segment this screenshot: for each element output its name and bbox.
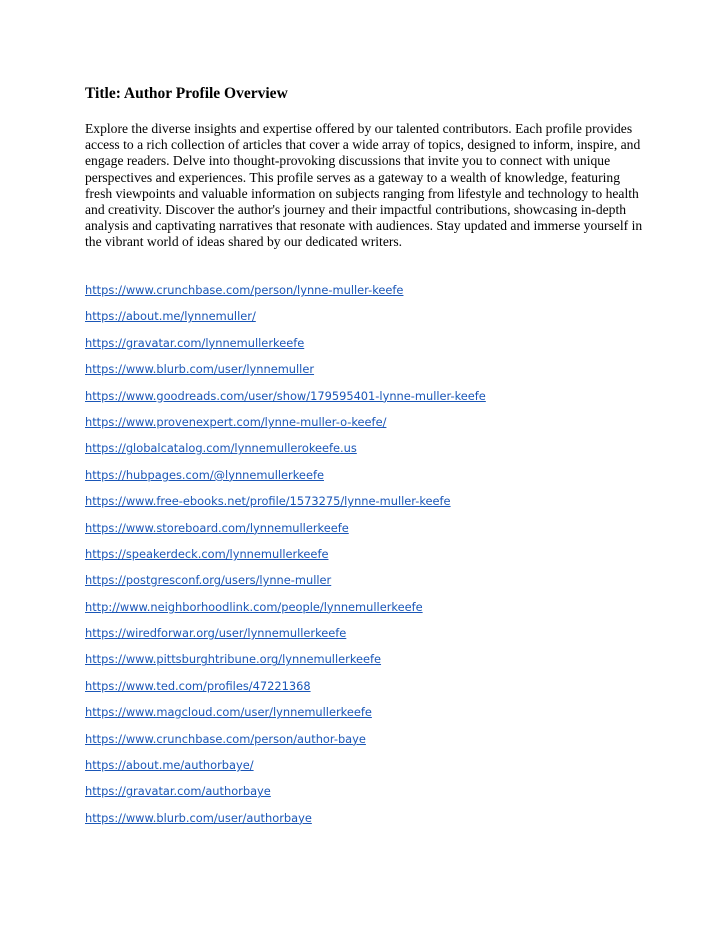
link-list-item — [85, 387, 486, 413]
page-title: Title: Author Profile Overview — [85, 85, 288, 102]
link-list-item — [85, 334, 486, 360]
link-list-item — [85, 439, 486, 465]
profile-link[interactable]: https://about.me/lynnemuller/ — [85, 309, 256, 324]
link-list-item — [85, 650, 486, 676]
profile-link[interactable]: https://www.provenexpert.com/lynne-muller-o-keefe/ — [85, 414, 387, 429]
link-list-item — [85, 571, 486, 597]
profile-link[interactable]: https://www.magcloud.com/user/lynnemullerkeefe — [85, 705, 372, 720]
profile-link[interactable]: https://www.blurb.com/user/lynnemuller — [85, 362, 315, 377]
link-list-item — [85, 545, 486, 571]
profile-link[interactable]: https://www.goodreads.com/user/show/179595401-lynne-muller-keefe — [85, 388, 486, 403]
profile-link[interactable]: https://about.me/authorbaye/ — [85, 758, 254, 773]
profile-link[interactable]: https://hubpages.com/@lynnemullerkeefe — [85, 467, 324, 482]
profile-link[interactable]: https://www.blurb.com/user/authorbaye — [85, 810, 312, 825]
profile-link[interactable]: https://gravatar.com/authorbaye — [85, 784, 271, 799]
profile-link[interactable]: https://www.storeboard.com/lynnemullerkeefe — [85, 520, 349, 535]
link-list-item — [85, 307, 486, 333]
profile-link[interactable]: https://speakerdeck.com/lynnemullerkeefe — [85, 546, 329, 561]
link-list-item — [85, 360, 486, 386]
profile-link[interactable]: https://gravatar.com/lynnemullerkeefe — [85, 335, 305, 350]
profile-link[interactable]: https://www.crunchbase.com/person/lynne-muller-keefe — [85, 283, 404, 297]
profile-link[interactable]: https://www.pittsburghtribune.org/lynnemullerkeefe — [85, 652, 382, 667]
link-list-item — [85, 519, 486, 545]
link-list-item — [85, 466, 486, 492]
link-list-item — [85, 413, 486, 439]
profile-link[interactable]: https://www.crunchbase.com/person/author-baye — [85, 731, 366, 746]
link-list-item — [85, 624, 486, 650]
profile-link[interactable]: https://wiredforwar.org/user/lynnemullerkeefe — [85, 626, 347, 641]
link-list-item — [85, 756, 486, 782]
profile-link[interactable]: https://postgresconf.org/users/lynne-muller — [85, 573, 332, 588]
link-list-item — [85, 809, 486, 835]
link-list-item — [85, 730, 486, 756]
profile-link[interactable]: https://globalcatalog.com/lynnemullerokeefe.us — [85, 441, 357, 456]
link-list — [85, 281, 486, 835]
link-list-item — [85, 492, 486, 518]
intro-paragraph: Explore the diverse insights and expertise offered by our talented contributors. Each profile provides access to a rich collection of articles that cover a wide array of topics, designed to inform, inspire, and engage readers. Delve into thought-provoking discussions that invite you to connect with unique perspectives and experiences. This profile serves as a gateway to a wealth of knowledge, featuring fresh viewpoints and valuable information on subjects ranging from lifestyle and technology to health and creativity. Discover the author's journey and their impactful contributions, showcasing in-depth analysis and captivating narratives that resonate with audiences. Stay updated and immerse yourself in the vibrant world of ideas shared by our dedicated writers. — [85, 121, 643, 250]
link-list-item — [85, 782, 486, 808]
link-list-item — [85, 598, 486, 624]
profile-link[interactable]: https://www.free-ebooks.net/profile/1573275/lynne-muller-keefe — [85, 494, 451, 509]
link-list-item — [85, 677, 486, 703]
link-list-item — [85, 703, 486, 729]
link-list-item — [85, 281, 486, 307]
profile-link[interactable]: https://www.ted.com/profiles/47221368 — [85, 678, 311, 693]
profile-link[interactable]: http://www.neighborhoodlink.com/people/lynnemullerkeefe — [85, 599, 423, 614]
